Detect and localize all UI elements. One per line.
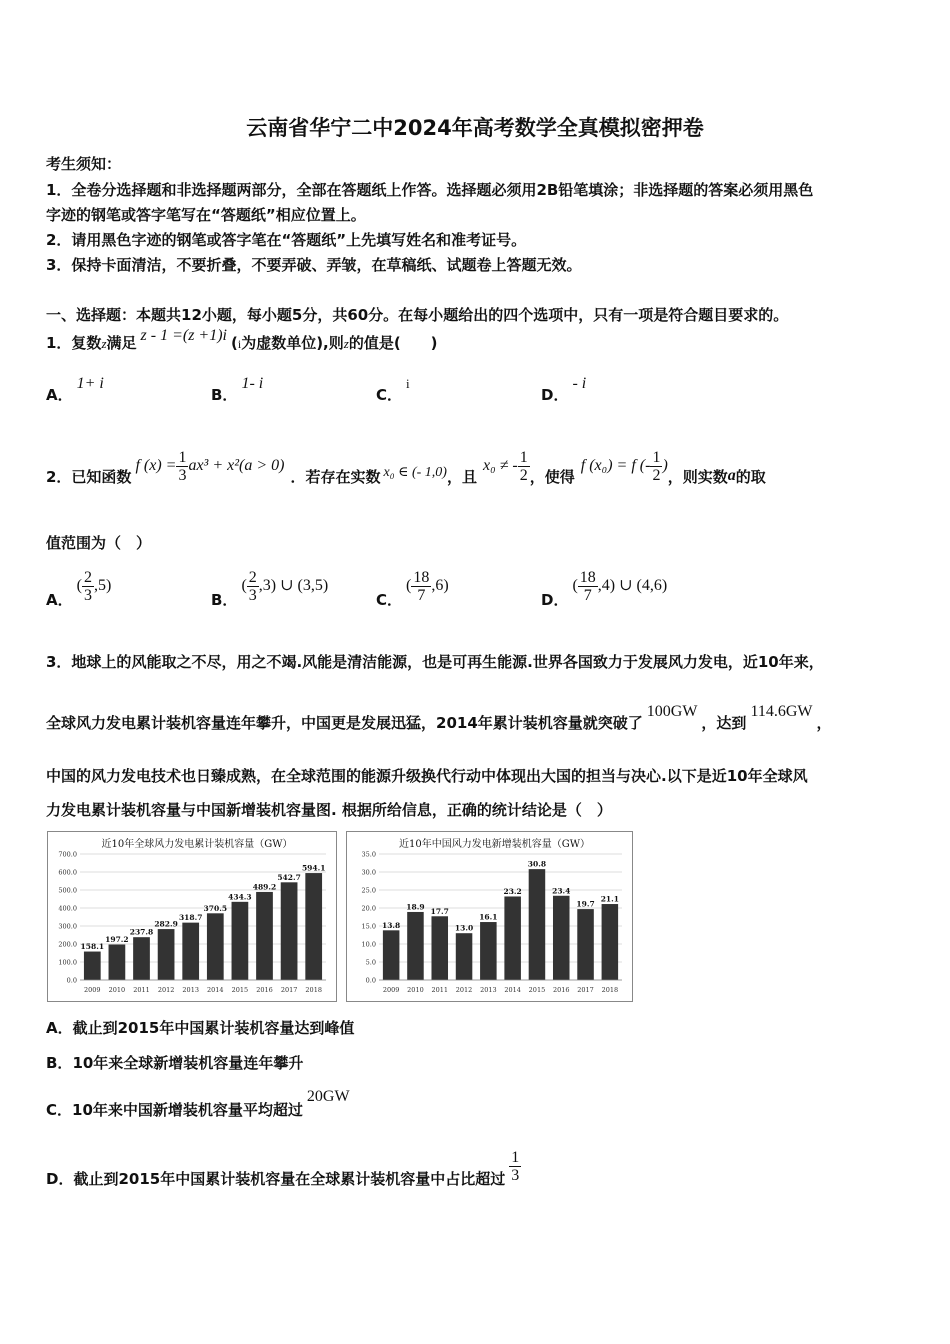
option-label: D． bbox=[46, 1169, 74, 1188]
bar bbox=[182, 923, 199, 980]
frac-num: 1 bbox=[511, 1148, 520, 1166]
option-label: B． bbox=[211, 386, 238, 404]
data-label: 282.9 bbox=[154, 919, 178, 929]
page-title: 云南省华宁二中2024年高考数学全真模拟密押卷 bbox=[246, 116, 704, 140]
q3-option-a[interactable] bbox=[46, 1017, 354, 1038]
bar bbox=[480, 922, 497, 980]
q3-option-c[interactable] bbox=[46, 1088, 350, 1120]
section-heading: 一、选择题：本题共12小题，每小题5分，共60分。在每小题给出的四个选项中，只有一项是符合题目要求的。 bbox=[46, 306, 789, 324]
bar bbox=[84, 952, 101, 980]
bar bbox=[207, 913, 224, 980]
option-label: D． bbox=[541, 591, 569, 609]
q2-text-4: ，则实数 bbox=[667, 467, 728, 486]
x-tick-label: 2012 bbox=[157, 986, 175, 994]
y-tick-label: 15.0 bbox=[361, 922, 376, 931]
frac-den: 7 bbox=[417, 587, 426, 604]
option-fraction bbox=[411, 569, 431, 604]
bar bbox=[256, 892, 273, 980]
q1-prefix: 1．复数 bbox=[46, 334, 102, 352]
x-tick-label: 2011 bbox=[133, 986, 150, 994]
q2-var-a: a bbox=[727, 467, 736, 484]
q1-equation: z - 1 =(z +1)i bbox=[140, 327, 227, 344]
option-label: A． bbox=[46, 386, 73, 404]
frac-num: 2 bbox=[83, 569, 92, 586]
frac-num: 18 bbox=[413, 569, 430, 586]
option-math: 20GW bbox=[306, 1088, 350, 1105]
option-value bbox=[241, 569, 328, 604]
chart-title: 近10年中国风力发电新增装机容量（GW） bbox=[399, 839, 590, 850]
x-tick-label: 2017 bbox=[280, 986, 298, 994]
data-label: 18.9 bbox=[406, 902, 425, 912]
option-value: i bbox=[406, 376, 410, 391]
y-tick-label: 25.0 bbox=[361, 886, 376, 895]
option-pre: ( bbox=[241, 577, 247, 595]
chart-svg bbox=[347, 832, 632, 1001]
data-label: 23.4 bbox=[552, 886, 571, 896]
chart-svg bbox=[48, 832, 336, 1001]
q3-text-a: 全球风力发电累计装机容量连年攀升，中国更是发展迅猛，2014年累计装机容量就突破了 bbox=[46, 714, 643, 732]
chart-title: 近10年全球风力发电累计装机容量（GW） bbox=[101, 839, 293, 850]
x-tick-label: 2010 bbox=[108, 986, 126, 994]
q1-mid: 满足 bbox=[106, 334, 137, 352]
frac-den: 3 bbox=[178, 466, 187, 484]
q3-line-3: 中国的风力发电技术也日臻成熟，在全球范围的能源升级换代行动中体现出大国的担当与决心.以下是近10年全球风 bbox=[46, 767, 808, 785]
x-tick-label: 2011 bbox=[431, 986, 449, 994]
q3-option-d[interactable] bbox=[46, 1142, 521, 1190]
option-label: A． bbox=[46, 1019, 73, 1037]
frac-num: 1 bbox=[519, 448, 528, 466]
data-label: 158.1 bbox=[80, 942, 105, 952]
option-fraction bbox=[509, 1149, 521, 1184]
option-pre: ( bbox=[406, 577, 412, 595]
option-value bbox=[572, 569, 667, 604]
option-pre: ( bbox=[572, 577, 578, 595]
bar bbox=[158, 929, 175, 980]
y-tick-label: 5.0 bbox=[365, 958, 376, 967]
bar bbox=[577, 909, 594, 980]
q1-end: 的值是( ) bbox=[348, 334, 438, 352]
y-tick-label: 10.0 bbox=[361, 940, 376, 949]
option-label: B． bbox=[46, 1054, 73, 1072]
x-tick-label: 2016 bbox=[256, 986, 273, 994]
q3-line-1: 3．地球上的风能取之不尽，用之不竭.风能是清洁能源，也是可再生能源.世界各国致力于发展风力发电，近10年来， bbox=[46, 653, 824, 671]
y-tick-label: 200.0 bbox=[58, 940, 77, 949]
q2-x0-ne-text: x₀ ≠ - bbox=[482, 456, 518, 474]
data-label: 434.3 bbox=[228, 892, 252, 902]
option-text: 10年来中国新增装机容量平均超过 bbox=[72, 1101, 303, 1119]
data-label: 370.5 bbox=[203, 903, 228, 913]
option-value bbox=[77, 569, 112, 604]
frac-num: 1 bbox=[178, 448, 187, 466]
q3-text-b: ，达到 bbox=[701, 714, 747, 732]
q1-var-i: i bbox=[237, 337, 242, 351]
bar bbox=[407, 912, 424, 980]
x-tick-label: 2018 bbox=[305, 986, 322, 994]
data-label: 21.1 bbox=[600, 894, 619, 904]
option-label: A． bbox=[46, 591, 73, 609]
q1-paren: ( bbox=[231, 334, 238, 352]
q2-option-d[interactable] bbox=[541, 566, 667, 610]
option-value: 1+ i bbox=[76, 375, 104, 392]
frac-den: 3 bbox=[83, 587, 92, 604]
option-post: ,3) ∪ (3,5) bbox=[258, 577, 329, 595]
data-label: 318.7 bbox=[178, 913, 203, 923]
notice-line-3: 2．请用黑色字迹的钢笔或答字笔在“答题纸”上先填写姓名和准考证号。 bbox=[46, 231, 527, 249]
q2-x0-ne bbox=[483, 449, 530, 484]
question-1 bbox=[46, 327, 438, 353]
notice-line-1: 1．全卷分选择题和非选择题两部分，全部在答题纸上作答。选择题必须用2B铅笔填涂；非选择题的答案必须用黑色 bbox=[46, 181, 814, 199]
x-tick-label: 2013 bbox=[182, 986, 199, 994]
x-tick-label: 2014 bbox=[207, 986, 224, 994]
q2-prefix: 2．已知函数 bbox=[46, 467, 132, 486]
q1-option-d[interactable] bbox=[541, 375, 587, 405]
q2-fx: f (x) = bbox=[135, 456, 177, 474]
question-2 bbox=[46, 446, 766, 506]
x-tick-label: 2009 bbox=[84, 986, 101, 994]
y-tick-label: 35.0 bbox=[361, 850, 376, 859]
data-label: 237.8 bbox=[129, 927, 154, 937]
y-tick-label: 600.0 bbox=[58, 868, 77, 877]
q2-text-1: ．若存在实数 bbox=[290, 467, 381, 486]
data-label: 542.7 bbox=[277, 872, 301, 882]
y-tick-label: 300.0 bbox=[58, 922, 77, 931]
bar bbox=[133, 937, 150, 980]
x-tick-label: 2015 bbox=[231, 986, 249, 994]
option-label: C． bbox=[46, 1101, 73, 1119]
frac-den: 7 bbox=[583, 587, 592, 604]
q1-option-b[interactable] bbox=[211, 375, 264, 405]
data-label: 489.2 bbox=[252, 882, 277, 892]
x-tick-label: 2012 bbox=[455, 986, 473, 994]
option-text: 截止到2015年中国累计装机容量在全球累计装机容量中占比超过 bbox=[73, 1169, 506, 1188]
q2-text-2: ，且 bbox=[446, 467, 477, 486]
chart-china-new bbox=[346, 831, 633, 1002]
x-tick-label: 2009 bbox=[382, 986, 400, 994]
frac-num: 2 bbox=[248, 569, 257, 586]
x-tick-label: 2017 bbox=[577, 986, 594, 994]
option-label: C． bbox=[376, 591, 403, 609]
q2-fx0-close: ) bbox=[662, 456, 668, 474]
bar bbox=[281, 882, 298, 980]
q2-fx0 bbox=[581, 449, 668, 484]
y-tick-label: 700.0 bbox=[58, 850, 77, 859]
data-label: 16.1 bbox=[479, 912, 498, 922]
bar bbox=[431, 916, 448, 980]
y-tick-label: 20.0 bbox=[361, 904, 376, 913]
q2-text-3: ，使得 bbox=[529, 467, 575, 486]
data-label: 17.7 bbox=[430, 906, 449, 916]
y-tick-label: 100.0 bbox=[58, 958, 77, 967]
frac-den: 2 bbox=[519, 466, 528, 484]
bar bbox=[602, 904, 619, 980]
frac-num: 18 bbox=[579, 569, 596, 586]
x-tick-label: 2014 bbox=[504, 986, 521, 994]
data-label: 594.1 bbox=[301, 863, 326, 873]
y-tick-label: 0.0 bbox=[365, 976, 376, 985]
data-label: 30.8 bbox=[527, 859, 547, 869]
q2-fx-rest: ax³ + x²(a > 0) bbox=[188, 456, 285, 474]
bar bbox=[529, 869, 546, 980]
q2-fraction bbox=[176, 449, 188, 484]
q3-line-4: 力发电累计装机容量与中国新增装机容量图. 根据所给信息，正确的统计结论是（ ） bbox=[46, 801, 612, 819]
chart-global-cumulative bbox=[47, 831, 337, 1002]
q2-option-b[interactable] bbox=[211, 566, 328, 610]
q3-value-114gw: 114.6GW bbox=[750, 703, 813, 720]
bar bbox=[553, 896, 570, 980]
bar bbox=[383, 930, 400, 980]
x-tick-label: 2016 bbox=[552, 986, 570, 994]
q3-line-2 bbox=[46, 703, 832, 733]
q2-half bbox=[518, 449, 530, 484]
data-label: 197.2 bbox=[105, 935, 129, 945]
option-fraction bbox=[82, 569, 94, 604]
option-label: B． bbox=[211, 591, 238, 609]
q2-option-a[interactable] bbox=[46, 566, 111, 610]
x-tick-label: 2015 bbox=[528, 986, 546, 994]
q2-x0-range: x₀ ∈ (- 1,0) bbox=[383, 464, 447, 480]
q1-option-c[interactable] bbox=[376, 376, 410, 405]
q2-fx0-text: f (x₀) = f (- bbox=[580, 456, 651, 474]
option-value: - i bbox=[572, 375, 587, 392]
option-post: ,6) bbox=[431, 577, 449, 595]
q2-half-2 bbox=[650, 449, 662, 484]
x-tick-label: 2018 bbox=[601, 986, 619, 994]
q3-text-c: ， bbox=[816, 714, 832, 732]
y-tick-label: 30.0 bbox=[361, 868, 376, 877]
option-label: D． bbox=[541, 386, 569, 404]
q3-option-b[interactable] bbox=[46, 1052, 303, 1073]
q2-option-c[interactable] bbox=[376, 566, 449, 610]
option-value bbox=[406, 569, 449, 604]
option-post: ,4) ∪ (4,6) bbox=[597, 577, 668, 595]
notice-line-2: 字迹的钢笔或答字笔写在“答题纸”相应位置上。 bbox=[46, 206, 366, 224]
bar bbox=[232, 902, 249, 980]
x-tick-label: 2013 bbox=[480, 986, 497, 994]
q2-text-5: 的取 bbox=[735, 467, 766, 486]
bar bbox=[456, 933, 473, 980]
notice-heading: 考生须知： bbox=[46, 155, 122, 173]
option-text: 10年来全球新增装机容量连年攀升 bbox=[72, 1054, 304, 1072]
y-tick-label: 500.0 bbox=[58, 886, 77, 895]
bar bbox=[504, 896, 521, 980]
data-label: 23.2 bbox=[503, 886, 522, 896]
frac-num: 1 bbox=[652, 448, 661, 466]
y-tick-label: 400.0 bbox=[58, 904, 77, 913]
data-label: 19.7 bbox=[576, 899, 595, 909]
option-value: 1- i bbox=[241, 375, 264, 392]
option-fraction bbox=[247, 569, 259, 604]
q1-var-z: z bbox=[101, 336, 107, 351]
option-label: C． bbox=[376, 386, 403, 404]
bar bbox=[305, 873, 322, 980]
option-post: ,5) bbox=[93, 577, 112, 595]
q1-option-a[interactable] bbox=[46, 375, 104, 405]
frac-den: 3 bbox=[511, 1166, 520, 1184]
option-pre: ( bbox=[76, 577, 82, 595]
q1-var-z2: z bbox=[343, 336, 349, 351]
data-label: 13.8 bbox=[382, 920, 401, 930]
option-text: 截止到2015年中国累计装机容量达到峰值 bbox=[72, 1019, 355, 1037]
y-tick-label: 0.0 bbox=[66, 976, 77, 985]
option-fraction bbox=[578, 569, 598, 604]
q2-line-2: 值范围为（ ） bbox=[46, 534, 152, 552]
data-label: 13.0 bbox=[454, 923, 474, 933]
frac-den: 3 bbox=[248, 587, 257, 604]
q2-function bbox=[135, 449, 284, 484]
bar bbox=[109, 945, 126, 980]
q1-suffix: 为虚数单位),则 bbox=[241, 334, 344, 352]
x-tick-label: 2010 bbox=[407, 986, 424, 994]
frac-den: 2 bbox=[652, 466, 661, 484]
notice-line-4: 3．保持卡面清洁，不要折叠，不要弄破、弄皱，在草稿纸、试题卷上答题无效。 bbox=[46, 256, 582, 274]
q3-value-100gw: 100GW bbox=[646, 703, 698, 720]
